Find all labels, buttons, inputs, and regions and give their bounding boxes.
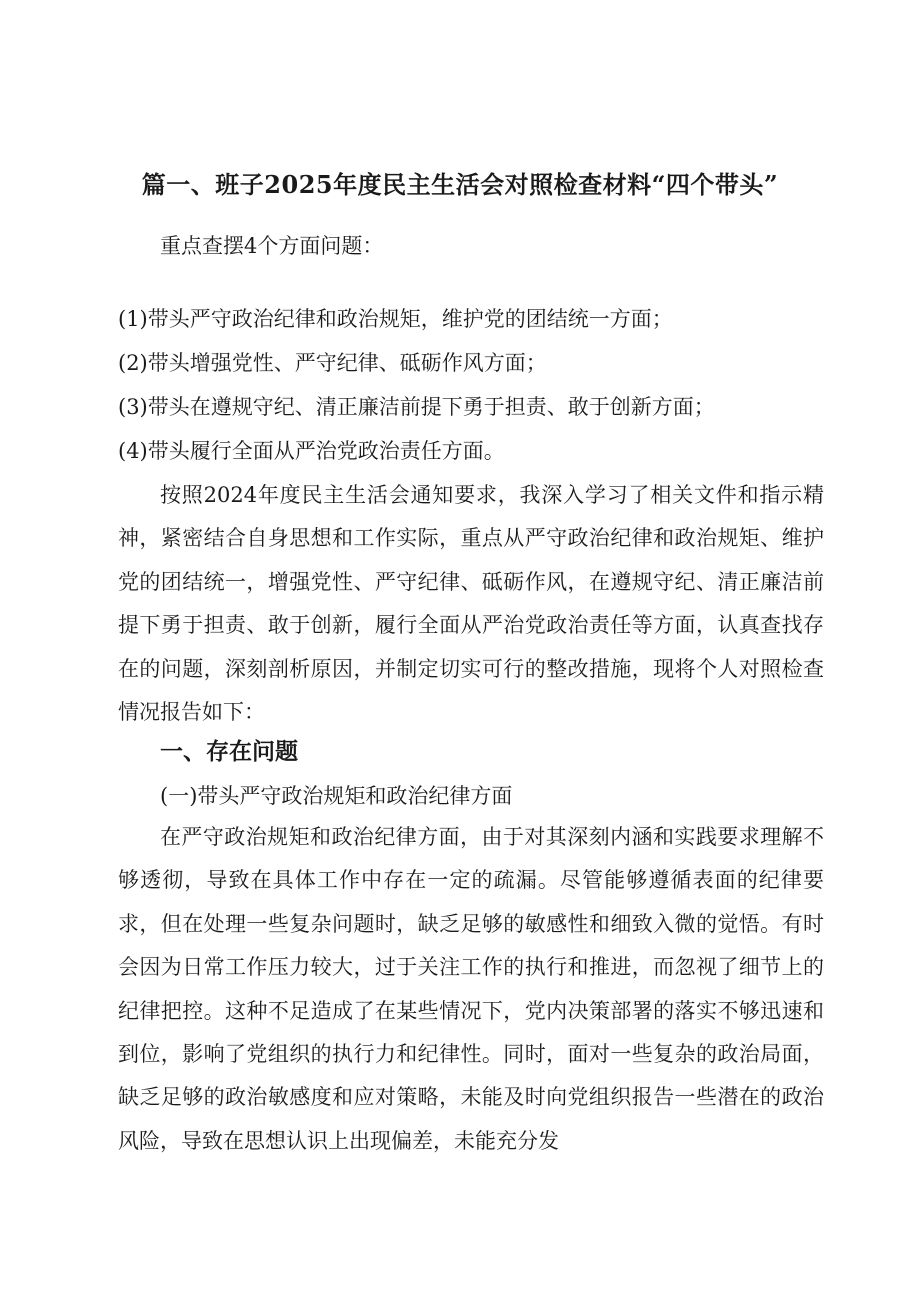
focus-intro: 重点查摆4个方面问题： — [160, 234, 384, 258]
focus-item-3: (3)带头在遵规守纪、清正廉洁前提下勇于担责、敢于创新方面； — [118, 395, 715, 419]
focus-item-4: (4)带头履行全面从严治党政治责任方面。 — [118, 439, 505, 463]
focus-item-1: (1)带头严守政治纪律和政治规矩，维护党的团结统一方面； — [118, 307, 673, 331]
document-title: 篇一、班子2025年度民主生活会对照检查材料“四个带头” — [141, 170, 779, 199]
focus-item-2: (2)带头增强党性、严守纪律、砥砺作风方面； — [118, 351, 547, 375]
section-heading: 一、存在问题 — [160, 738, 298, 765]
intro-paragraph: 按照2024年度民主生活会通知要求，我深入学习了相关文件和指示精神，紧密结合自身思想和工作实际，重点从严守政治纪律和政治规矩、维护党的团结统一，增强党性、严守纪律、砥砺作风，在遵规守纪、清正廉洁前提下勇于担责、敢于创新，履行全面从严治党政治责任等方面，认真查找存在的问题，深刻剖析原因，并制定切实可行的整改措施，现将个人对照检查情况报告如下： — [118, 483, 824, 725]
body-paragraph: 在严守政治规矩和政治纪律方面，由于对其深刻内涵和实践要求理解不够透彻，导致在具体工作中存在一定的疏漏。尽管能够遵循表面的纪律要求，但在处理一些复杂问题时，缺乏足够的敏感性和细致入微的觉悟。有时会因为日常工作压力较大，过于关注工作的执行和推进，而忽视了细节上的纪律把控。这种不足造成了在某些情况下，党内决策部署的落实不够迅速和到位，影响了党组织的执行力和纪律性。同时，面对一些复杂的政治局面，缺乏足够的政治敏感度和应对策略，未能及时向党组织报告一些潜在的政治风险，导致在思想认识上出现偏差，未能充分发 — [118, 825, 824, 1153]
subsection-heading: (一)带头严守政治规矩和政治纪律方面 — [160, 784, 513, 808]
